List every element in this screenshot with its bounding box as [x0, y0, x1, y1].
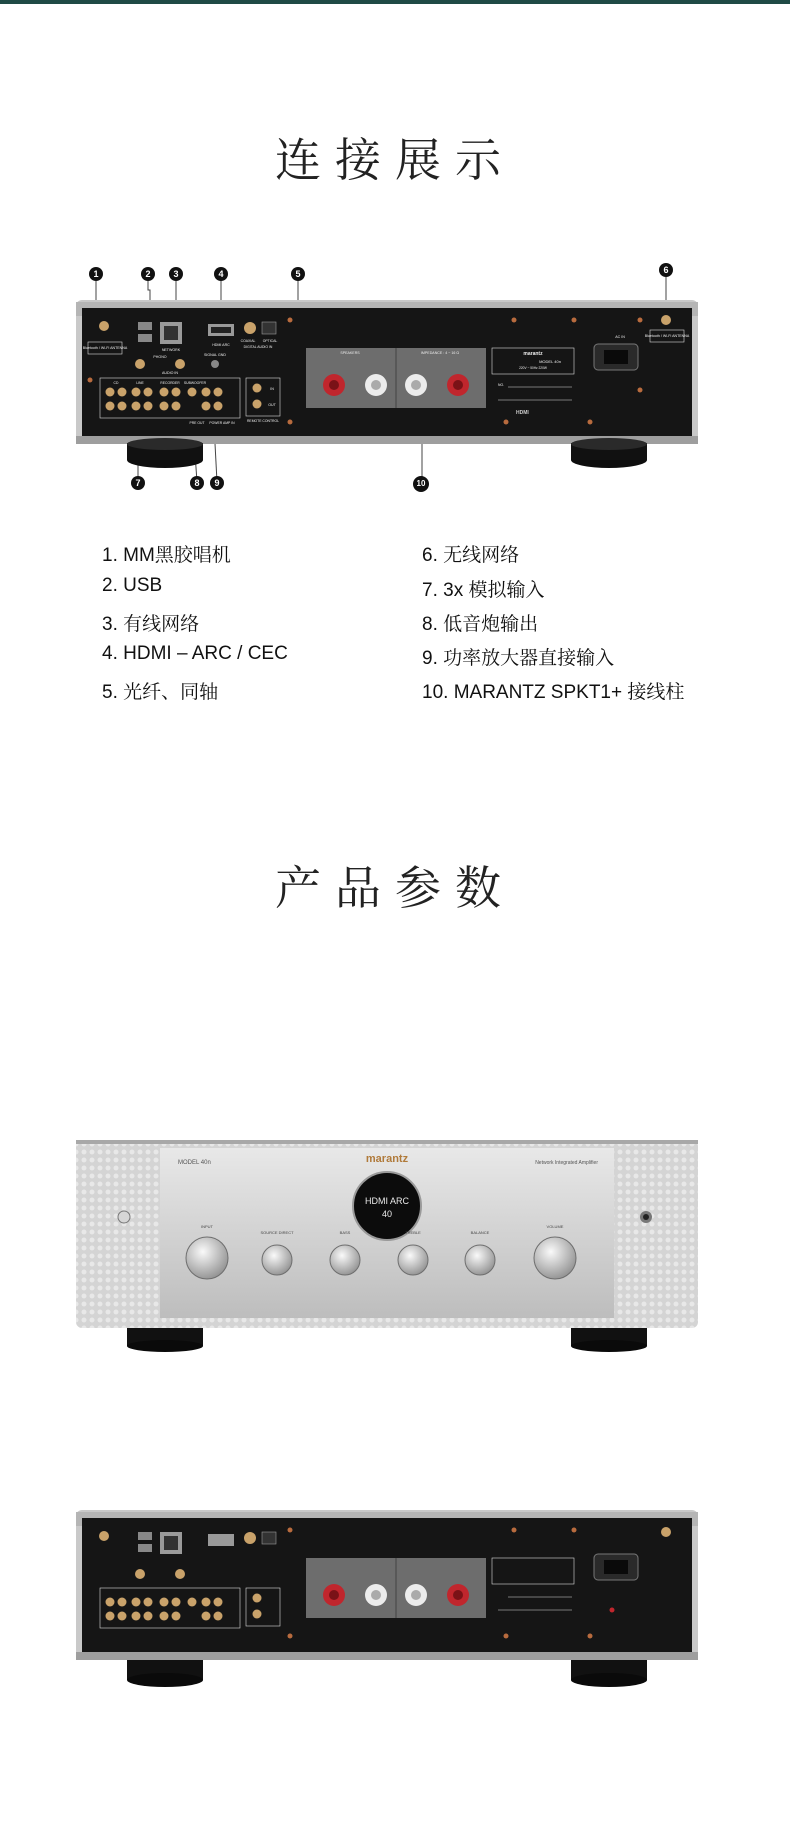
rear-panel-diagram [0, 250, 790, 510]
phono-label: PHONO [153, 355, 167, 359]
coaxial-label: COAXIAL [240, 339, 256, 343]
legend-item-10: 10. MARANTZ SPKT1+ 接线柱 [422, 682, 685, 703]
callout-3: 3 [169, 267, 183, 281]
hdmi-logo: HDMI [516, 410, 529, 416]
line-label: LINE [136, 381, 144, 385]
impedance-label: IMPEDANCE : 4 ~ 16 Ω [420, 351, 460, 355]
signal-gnd-label: SIGNAL GND [203, 353, 227, 357]
legend-item-3: 3. 有线网络 [102, 614, 200, 635]
recorder-label: RECORDER [160, 381, 180, 385]
callout-6: 6 [659, 263, 673, 277]
rear-panel-image-2 [0, 1510, 790, 1710]
knob-label-volume: VOLUME [546, 1224, 564, 1229]
knob-label-bass: BASS [339, 1230, 351, 1235]
serial-no-label: NO. [498, 383, 505, 387]
legend-item-6: 6. 无线网络 [422, 545, 520, 566]
subwoofer-label: SUBWOOFER [183, 381, 207, 385]
callout-1: 1 [89, 267, 103, 281]
voltage-label: 220V ~ 50Hz 220W [519, 366, 547, 370]
network-label: NETWORK [161, 348, 181, 352]
legend-item-5: 5. 光纤、同轴 [102, 682, 219, 703]
callout-4: 4 [214, 267, 228, 281]
pre-out-label: PRE OUT [189, 421, 205, 425]
knob-label-source-direct: SOURCE DIRECT [260, 1230, 294, 1235]
digital-audio-in-label: DIGITAL AUDIO IN [243, 345, 273, 349]
knob-label-treble: TREBLE [405, 1230, 421, 1235]
front-subtitle: Network Integrated Amplifier [535, 1160, 598, 1166]
legend-item-4: 4. HDMI – ARC / CEC [102, 643, 288, 664]
callout-5: 5 [291, 267, 305, 281]
ac-in-label: AC IN [615, 335, 625, 339]
callout-2: 2 [141, 267, 155, 281]
rear-brand-label: marantz [523, 351, 543, 357]
audio-in-label: AUDIO IN [162, 371, 178, 375]
speakers-label: SPEAKERS [340, 351, 360, 355]
top-accent-bar [0, 0, 790, 4]
connection-section-title: 连接展示 [275, 133, 515, 187]
legend-item-1: 1. MM黑胶唱机 [102, 545, 231, 566]
callout-10: 10 [413, 476, 429, 492]
front-panel-image [0, 1140, 790, 1370]
remote-control-label: REMOTE CONTROL [246, 419, 280, 423]
remote-in-label: IN [270, 387, 274, 391]
front-brand-logo: marantz [365, 1153, 409, 1165]
antenna-right-label: Bluetooth / Wi-Fi ANTENNA [644, 334, 690, 338]
rear-model-label: MODEL 40n [539, 359, 561, 364]
knob-label-input: INPUT [201, 1224, 213, 1229]
knob-label-balance: BALANCE [470, 1230, 490, 1235]
cd-label: CD [113, 381, 119, 385]
callout-9: 9 [210, 476, 224, 490]
front-model-label: MODEL 40n [178, 1160, 211, 1166]
legend-item-2: 2. USB [102, 575, 163, 596]
legend-item-9: 9. 功率放大器直接输入 [422, 648, 615, 669]
callout-7: 7 [131, 476, 145, 490]
hdmi-label: HDMI ARC [212, 343, 230, 347]
legend-item-8: 8. 低音炮输出 [422, 614, 539, 635]
display-line-2: 40 [381, 1209, 393, 1219]
remote-out-label: OUT [268, 403, 276, 407]
power-amp-in-label: POWER AMP IN [209, 421, 235, 425]
antenna-left-label: Bluetooth / Wi-Fi ANTENNA [82, 346, 128, 350]
optical-label: OPTICAL [262, 339, 278, 343]
specs-section-title: 产品参数 [275, 861, 515, 915]
display-line-1: HDMI ARC [364, 1196, 410, 1206]
callout-8: 8 [190, 476, 204, 490]
legend-item-7: 7. 3x 模拟输入 [422, 580, 545, 601]
